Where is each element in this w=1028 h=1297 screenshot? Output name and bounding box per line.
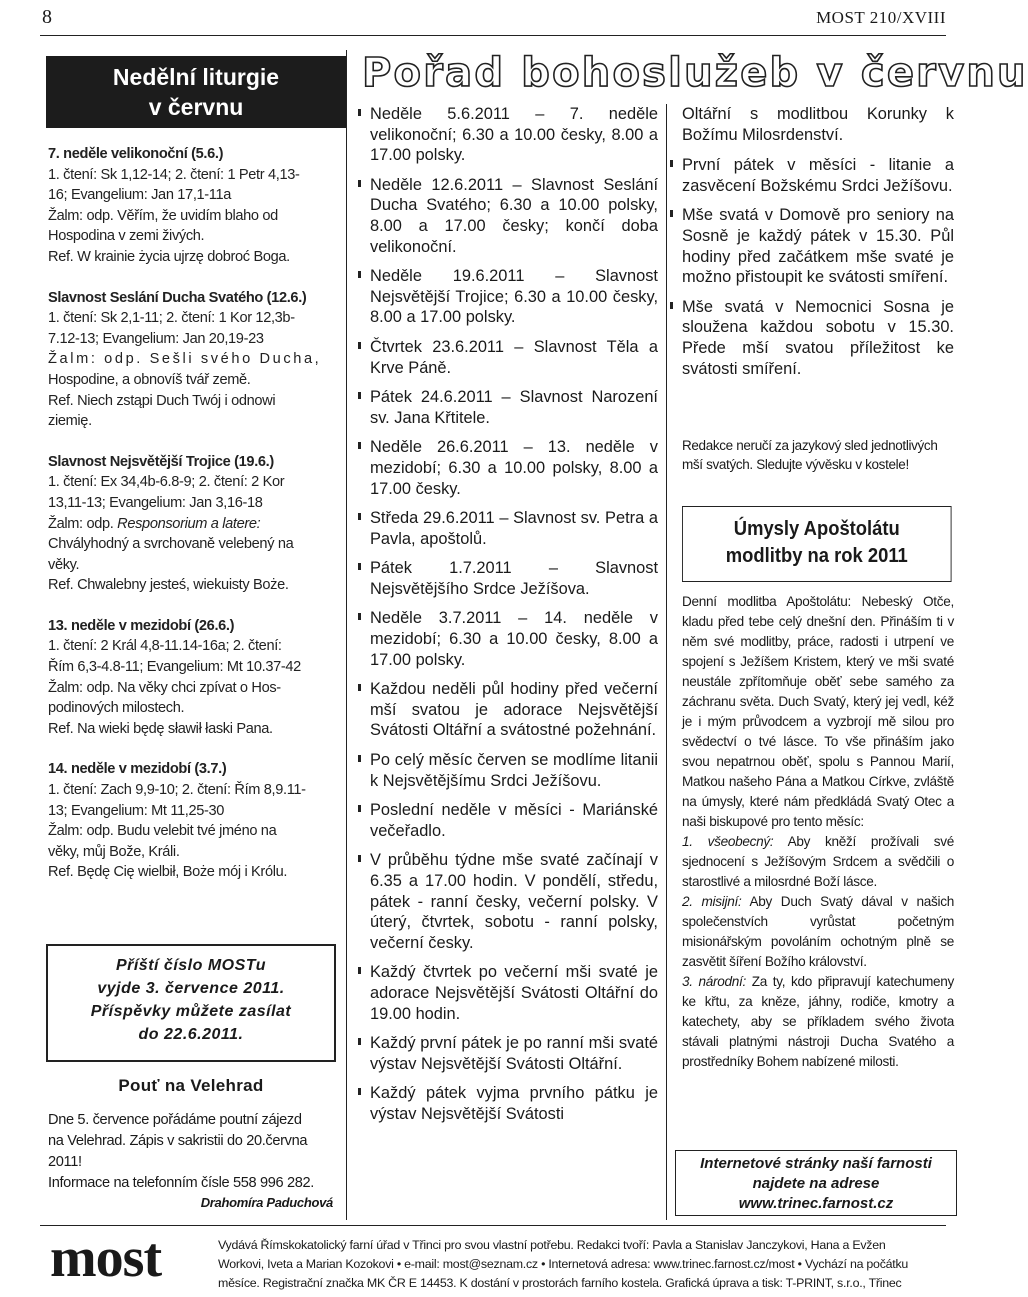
schedule-item: Každý čtvrtek po večerní mši svaté je adorace Nejsvětější Svátosti Oltářní do 19.00 hodin. [358,962,658,1024]
schedule-item: Středa 29.6.2011 – Slavnost sv. Petra a Pavla, apoštolů. [358,508,658,549]
pilgrimage-text [48,1110,338,1194]
reading-line: 7.12-13; Evangelium: Jan 20,19-23 [48,330,264,347]
schedule-item: První pátek v měsíci - litanie a zasvěcení Božskému Srdci Ježíšovu. [682,156,954,195]
editorial-disclaimer: Redakce neručí za jazykový sled jednotlivých mší svatých. Sledujte vývěsku v kostele! [682,438,938,472]
issue-label: MOST 210/XVIII [816,8,946,27]
notice-line: vyjde 3. července 2011. [97,980,285,997]
section-heading: 14. neděle v mezidobí (3.7.) [48,761,227,778]
reading-line: podinových milostech. [48,700,185,717]
schedule-item: Poslední neděle v měsíci - Mariánské večeřadlo. [358,800,658,841]
intention-text: Aby Duch Svatý dával v našich společenstvích vyrůstat početným misionářským povoláním ochotným plně se zasvětit šíření Božího království. [682,894,955,969]
psalm-italic: Responsorium a latere: [117,515,261,532]
schedule-item: Mše svatá v Nemocnici Sosna je sloužena každou sobotu v 15.30. Přede mší svatou příležitost ke svátosti smíření. [682,297,954,378]
top-divider [40,35,946,36]
reading-line: 1. čtení: Sk 1,12-14; 2. čtení: 1 Petr 4,13- [48,166,300,183]
intention-item [682,972,954,1072]
intention-label: 2. misijní: [682,894,742,909]
section-heading: 13. neděle v mezidobí (26.6.) [48,617,235,634]
reading-line: ziemię. [48,413,92,430]
daily-prayer: Denní modlitba Apoštolátu: Nebeský Otče, kladu před tebe celý dnešní den. Přináším ti v něm své modlitby, práce, radosti i utrpení ve spojení s Ježíšem Kristem, který ve mši svaté neustále zpřítomňuje oběť sebe samého za záchranu světa. Duch Svatý, který jej vedl, kéž je i mým průvodcem a vyzbrojí mě silou pro svědectví o tvé lásce. To vše přináším jako svou nepatrnou oběť, spolu s Pannou Marií, Matkou našeho Pána a Matkou Církve, zvláště na úmysly, které nám předkládá Svatý Otec a naši biskupové pro tento měsíc: [682,594,954,829]
reading-line: 16; Evangelium: Jan 17,1-11a [48,187,232,204]
reading-line: Ref. W krainie życia ujrzę dobroć Boga. [48,248,290,265]
pilgrimage-line: Informace na telefonním čísle 558 996 282. [48,1175,315,1191]
reading-line: Hospodine, a obnovíš tvář země. [48,371,251,388]
reading-line: Ref. Na wieki będę sławił łaski Pana. [48,720,273,737]
column-divider-left [346,50,347,1220]
reading-line: 1. čtení: Zach 9,9-10; 2. čtení: Řím 8,9.11- [48,782,306,799]
liturgy-title-line2: v červnu [148,94,244,120]
intention-label: 3. národní: [682,974,746,989]
schedule-item: V průběhu týdne mše svaté začínají v 6.35 a 17.00 hodin. V pondělí, středu, pátek - ranní česky, večerní polsky. V úterý, čtvrtek, sobotu - ranní polsky, večerní česky. [358,850,658,953]
liturgy-title [46,56,346,128]
liturgy-section [48,144,336,268]
page-number: 8 [42,6,52,28]
imprint [218,1236,958,1293]
reading-line: Ref. Chwalebny jesteś, wiekuisty Boże. [48,577,289,594]
column-divider-right [666,104,667,1220]
website-line: Internetové stránky naší farnosti [700,1155,932,1172]
imprint-line: Vydává Římskokatolický farní úřad v Třinci pro svou vlastní potřebu. Redakci tvoří: Pavla a Stanislav Janczykovi, Hana a Evžen [218,1238,886,1252]
schedule-item: Po celý měsíc červen se modlíme litanii k Nejsvětějšímu Srdci Ježíšovu. [358,750,658,791]
section-heading: 7. neděle velikonoční (5.6.) [48,146,224,162]
psalm-prefix: Žalm: odp. [48,515,118,532]
intention-text: Za ty, kdo připravují katechumeny ke křtu, za kněze, jáhny, rodiče, kmotry a katechety, aby se příkladem svého života stávali platnými nástroji Ducha Svatého a prostředníky Bohem nabízené milosti. [682,974,954,1069]
liturgy-section [48,759,336,883]
intention-label: 1. všeobecný: [682,834,774,849]
next-issue-notice [46,944,336,1062]
schedule-item: Každý první pátek je po ranní mši svaté výstav Nejsvětější Svátosti Oltářní. [358,1033,658,1074]
reading-line: Hospodina v zemi živých. [48,228,205,245]
schedule-item: Neděle 26.6.2011 – 13. neděle v mezidobí; 6.30 a 10.00 polsky, 8.00 a 17.00 česky. [358,437,658,499]
reading-line: 1. čtení: Ex 34,4b-6.8-9; 2. čtení: 2 Kor [48,474,285,491]
reading-line: Žalm: odp. Na věky chci zpívat o Hos- [48,679,281,696]
schedule-item: Neděle 12.6.2011 – Slavnost Seslání Ducha Svatého; 6.30 a 10.00 polsky, 8.00 a 17.00 česky; končí doba velikonoční. [358,175,658,257]
liturgy-section [48,452,336,596]
prayer-intentions-text [682,592,954,1072]
reading-line: Žalm: odp. Budu velebit tvé jméno na [48,823,277,840]
schedule-item: Čtvrtek 23.6.2011 – Slavnost Těla a Krve Páně. [358,337,658,378]
liturgy-section [48,616,336,740]
liturgy-section [48,288,336,432]
reading-line: Řím 6,3-4.8-11; Evangelium: Mt 10.37-42 [48,659,301,676]
imprint-line: měsíce. Registrační značka MK ČR E 14453. K dostání v prostorách farního kostela. Grafická úprava a tisk: T-PRINT, s.r.o., Třinec [218,1276,902,1290]
section-heading: Slavnost Nejsvětější Trojice (19.6.) [48,453,274,470]
intentions-title-line2: modlitby na rok 2011 [725,545,908,567]
schedule-list-continued [682,104,954,388]
pilgrimage-signature: Drahomíra Paduchová [200,1195,333,1210]
reading-line: věky. [48,556,80,573]
reading-line: Chvályhodný a svrchovaně velebený na [48,536,294,553]
footer-divider [40,1225,946,1226]
reading-line: Žalm: odp. Sešli svého Ducha, [48,351,322,368]
schedule-item: Mše svatá v Domově pro seniory na Sosně je každý pátek v 15.30. Půl hodiny před začátkem mše svaté je možno přistoupit ke svátosti smíření. [682,206,954,287]
reading-line: 13; Evangelium: Mt 11,25-30 [48,802,225,819]
notice-line: Příspěvky můžete zasílat [90,1003,292,1020]
reading-line: Ref. Będę Cię wielbił, Boże mój i Królu. [48,864,288,881]
intention-item [682,892,954,972]
schedule-item: Neděle 3.7.2011 – 14. neděle v mezidobí; 6.30 a 10.00 česky, 8.00 a 17.00 polsky. [358,608,658,670]
liturgy-readings [48,144,336,883]
reading-line: Ref. Niech zstąpi Duch Twój i odnowi [48,392,276,409]
website-box [675,1150,957,1216]
notice-line: Příští číslo MOSTu [115,957,267,974]
pilgrimage-line: Dne 5. července pořádáme poutní zájezd [48,1112,302,1128]
intention-item [682,832,954,892]
pilgrimage-line: na Velehrad. Zápis v sakristii do 20.června [48,1133,308,1149]
schedule-list [358,104,658,1134]
reading-line: 13,11-13; Evangelium: Jan 3,16-18 [48,494,263,511]
schedule-item: Pátek 1.7.2011 – Slavnost Nejsvětějšího Srdce Ježíšova. [358,558,658,599]
schedule-item: Každý pátek vyjma prvního pátku je výstav Nejsvětější Svátosti [358,1083,658,1124]
intention-text: Aby kněží prožívali své sjednocení s Ježíšovým Srdcem a svědčili o starostlivé a milosrdné Boží lásce. [682,834,954,889]
website-url[interactable]: www.trinec.farnost.cz [738,1195,894,1212]
prayer-intentions-title [682,506,952,582]
schedule-item: Každou neděli půl hodiny před večerní mší svatou je adorace Nejsvětější Svátosti Oltářní a svátostné požehnání. [358,679,658,741]
schedule-continuation: Oltářní s modlitbou Korunky k Božímu Milosrdenství. [682,105,954,144]
reading-line: 1. čtení: 2 Král 4,8-11.14-16a; 2. čtení: [48,638,282,655]
section-heading: Slavnost Seslání Ducha Svatého (12.6.) [48,289,307,306]
schedule-item: Pátek 24.6.2011 – Slavnost Narození sv. Jana Křtitele. [358,387,658,428]
pilgrimage-title: Pouť na Velehrad [118,1076,264,1095]
liturgy-title-line1: Nedělní liturgie [112,64,280,90]
pilgrimage-line: 2011! [48,1154,82,1170]
most-logo: most [50,1227,162,1289]
reading-line: věky, můj Bože, Králi. [48,843,180,860]
notice-line: do 22.6.2011. [138,1026,244,1043]
imprint-line: Workovi, Iveta a Marian Kozokovi • e-mail: most@seznam.cz • Internetová adresa: www.trinec.farnost.cz/most • Vychází na počátku [218,1257,909,1271]
website-line: najdete na adrese [752,1175,880,1192]
schedule-item: Neděle 19.6.2011 – Slavnost Nejsvětější Trojice; 6.30 a 10.00 česky, 8.00 a 17.00 polsky. [358,266,658,328]
intentions-title-line1: Úmysly Apoštolátu [733,518,900,540]
schedule-title: Pořad bohoslužeb v červnu [362,50,1028,96]
schedule-item: Neděle 5.6.2011 – 7. neděle velikonoční; 6.30 a 10.00 česky, 8.00 a 17.00 polsky. [358,104,658,166]
reading-line: Žalm: odp. Věřím, že uvidím blaho od [48,207,278,224]
reading-line: 1. čtení: Sk 2,1-11; 2. čtení: 1 Kor 12,3b- [48,310,295,327]
reading-line [48,514,336,535]
